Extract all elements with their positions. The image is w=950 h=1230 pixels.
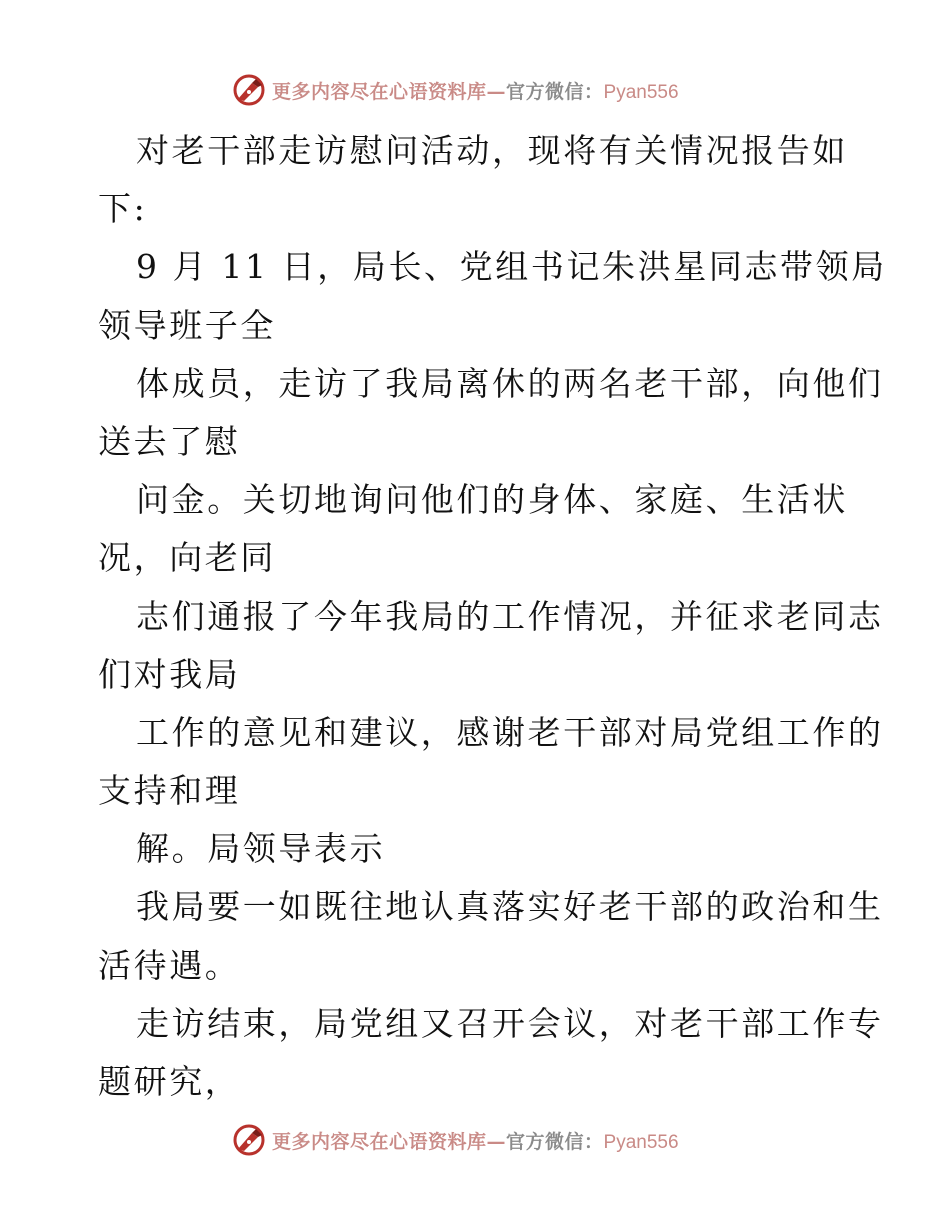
text-line: 工作的意见和建议，感谢老干部对局党组工作的 [136, 712, 884, 752]
text-line: 对老干部走访慰问活动，现将有关情况报告如 [136, 131, 848, 170]
watermark-footer [232, 1120, 679, 1160]
watermark-text [272, 1127, 679, 1154]
text-line: 问金。关切地询问他们的身体、家庭、生活状 [136, 480, 848, 520]
text-line: 领导班子全 [98, 305, 276, 345]
watermark-label: 官方微信： [506, 1130, 604, 1153]
document-body [98, 122, 887, 1111]
watermark-separator: — [486, 1130, 507, 1153]
watermark-label: 官方微信： [506, 80, 604, 103]
text-line: 9 月 11 日，局长、党组书记朱洪星同志带领局 [136, 247, 887, 287]
pen-nib-logo-icon [232, 73, 266, 107]
text-line: 题研究， [98, 1062, 241, 1101]
watermark-header [232, 70, 679, 110]
watermark-handle: Pyan556 [603, 1131, 679, 1153]
watermark-separator: — [486, 80, 507, 103]
text-line: 况，向老同 [98, 538, 276, 578]
text-line: 们对我局 [98, 654, 241, 694]
text-line: 送去了慰 [98, 421, 241, 461]
text-line: 我局要一如既往地认真落实好老干部的政治和生 [136, 887, 884, 927]
watermark-text [272, 77, 679, 104]
text-line: 体成员，走访了我局离休的两名老干部，向他们 [136, 363, 884, 403]
text-line: 活待遇。 [98, 945, 241, 985]
text-line: 支持和理 [98, 771, 241, 811]
text-line: 志们通报了今年我局的工作情况，并征求老同志 [136, 596, 884, 636]
text-line: 下: [98, 189, 148, 229]
text-line: 解。局领导表示 [136, 829, 386, 869]
text-line: 走访结束，局党组又召开会议，对老干部工作专 [136, 1003, 884, 1043]
watermark-handle: Pyan556 [603, 81, 679, 103]
watermark-brand: 更多内容尽在心语资料库 [272, 80, 487, 103]
pen-nib-logo-icon [232, 1123, 266, 1157]
watermark-brand: 更多内容尽在心语资料库 [272, 1130, 487, 1153]
